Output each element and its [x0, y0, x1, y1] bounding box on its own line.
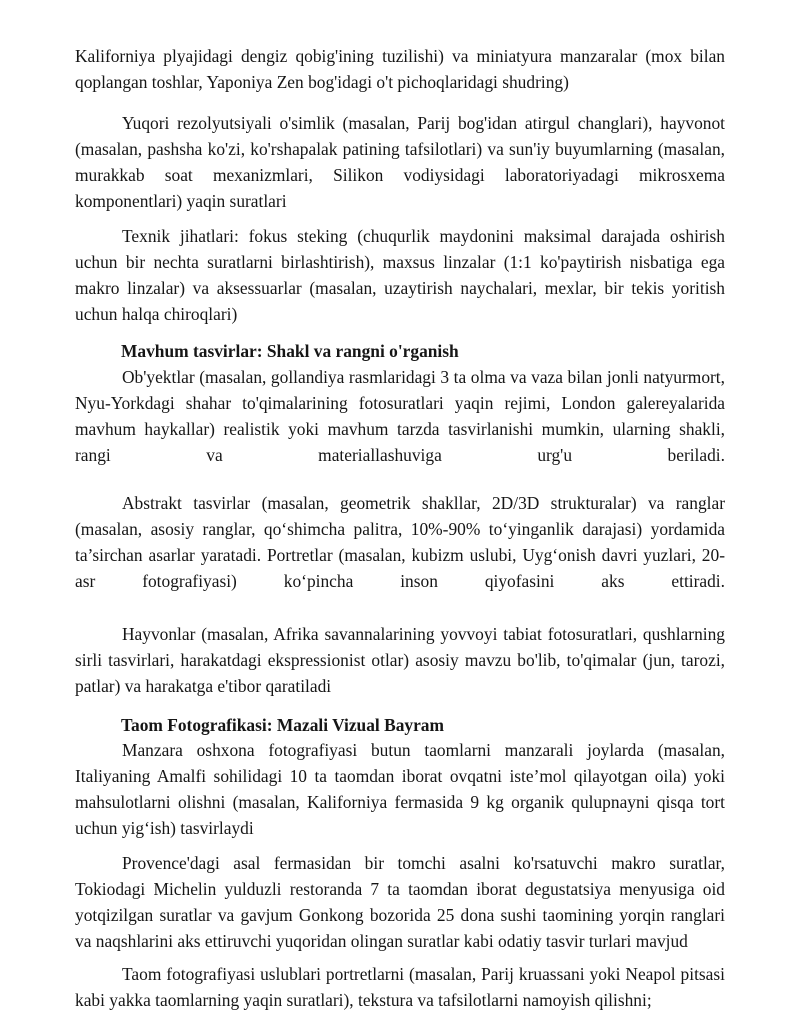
- paragraph-provence-tokyo: Provence'dagi asal fermasidan bir tomchi asalni ko'rsatuvchi makro suratlar, Tokiodagi Michelin yulduzli restoranda 7 ta taomdan iborat degustatsiya menyusiga oid yotqizilgan suratlar va gavjum Gonkong bozorida 25 dona sushi taomining yorqin ranglari va naqshlarini aks ettiruvchi yuqoridan olingan suratlar kabi odatiy tasvir turlari mavjud: [75, 853, 725, 951]
- paragraph-high-resolution: Yuqori rezolyutsiyali o'simlik (masalan, Parij bog'idan atirgul changlari), hayvonot (masalan, pashsha ko'zi, ko'rshapalak patining tafsilotlari) va sun'iy buyumlarning (masalan, murakkab soat mexanizmlari, Silikon vodiysidagi laboratoriyadagi mikrosxema komponentlari) yaqin suratlari: [75, 113, 725, 211]
- paragraph-animals: Hayvonlar (masalan, Afrika savannalarining yovvoyi tabiat fotosuratlari, qushlarning sirli tasvirlari, harakatdagi ekspressionist otlar) asosiy mavzu bo'lib, to'qimalar (jun, tarozi, patlar) va harakatga e'tibor qaratiladi: [75, 624, 725, 696]
- paragraph-landscape-kitchen: Manzara oshxona fotografiyasi butun taomlarni manzarali joylarda (masalan, Italiyaning Amalfi sohilidagi 10 ta taomdan iborat ovqatni iste’mol qilayotgan oila) yoki mahsulotlarni olishni (masalan, Kaliforniya fermasida 9 kg organik qulupnayni qisqa tort uchun yig‘ish) tasvirlaydi: [75, 740, 725, 838]
- paragraph-technical-aspects: Texnik jihatlari: fokus steking (chuqurlik maydonini maksimal darajada oshirish uchun bir nechta suratlarni birlashtirish), maxsus linzalar (1:1 ko'paytirish nisbatiga ega makro linzalar) va aksessuarlar (masalan, uzaytirish naychalari, mexlar, bir tekis yoritish uchun halqa chiroqlari): [75, 226, 725, 324]
- heading-food-photography: Taom Fotografikasi: Mazali Vizual Bayram: [121, 715, 444, 735]
- paragraph-abstract-portraits: Abstrakt tasvirlar (masalan, geometrik shakllar, 2D/3D strukturalar) va ranglar (masalan, asosiy ranglar, qo‘shimcha palitra, 10%-90% to‘yinganlik darajasi) yordamida ta’sirchan asarlar yaratadi. Portretlar (masalan, kubizm uslubi, Uyg‘onish davri yuzlari, 20-asr fotografiyasi) ko‘pincha inson qiyofasini aks ettiradi.: [75, 493, 725, 591]
- paragraph-food-styles: Taom fotografiyasi uslublari portretlarni (masalan, Parij kruassani yoki Neapol pitsasi kabi yakka taomlarning yaqin suratlari), tekstura va tafsilotlarni namoyish qilishni;: [75, 964, 725, 1010]
- heading-abstract-images: Mavhum tasvirlar: Shakl va rangni o'rganish: [121, 341, 459, 361]
- paragraph-seashell-miniature: Kaliforniya plyajidagi dengiz qobig'ining tuzilishi) va miniatyura manzaralar (mox bilan qoplangan toshlar, Yaponiya Zen bog'idagi o't pichoqlaridagi shudring): [75, 46, 725, 92]
- paragraph-objects: Ob'yektlar (masalan, gollandiya rasmlaridagi 3 ta olma va vaza bilan jonli natyurmort, Nyu-Yorkdagi shahar to'qimalarining fotosuratlari yaqin rejimi, London galereyalarida mavhum haykallar) realistik yoki mavhum tarzda tasvirlanishi mumkin, ularning shakli, rangi va materiallashuviga urg'u beriladi.: [75, 367, 725, 465]
